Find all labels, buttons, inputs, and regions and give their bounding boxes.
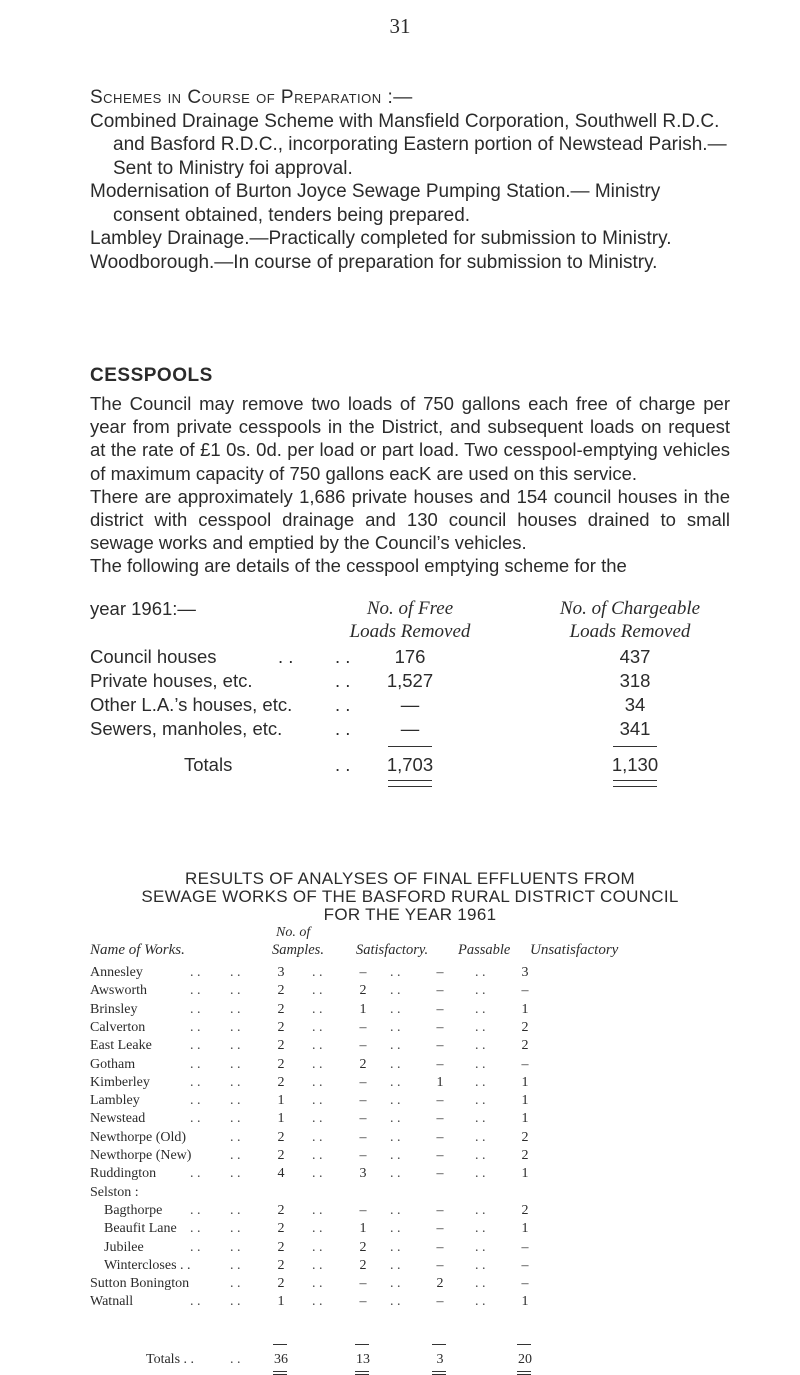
leader-dots: . . bbox=[390, 983, 401, 999]
leader-dots: . . bbox=[190, 965, 201, 980]
free-value: 176 bbox=[394, 646, 426, 667]
leader-dots: . . bbox=[475, 983, 486, 999]
row-label: Private houses, etc. bbox=[90, 670, 253, 691]
total-double-rule bbox=[517, 1371, 531, 1375]
leader-dots: . . bbox=[475, 1129, 486, 1145]
scheme-item: Modernisation of Burton Joyce Sewage Pumping Station.— Ministry consent obtained, tenders being prepared. bbox=[90, 181, 661, 226]
totals-samples: 36 bbox=[274, 1352, 288, 1367]
totals-passable: 3 bbox=[436, 1352, 444, 1367]
unsatisfactory-value: – bbox=[521, 1056, 529, 1072]
works-name: Beaufit Lane bbox=[104, 1221, 177, 1237]
leader-dots: . . bbox=[475, 1166, 486, 1182]
leader-dots: . . bbox=[230, 1074, 241, 1090]
works-name: Watnall bbox=[90, 1294, 134, 1310]
totals-label: Totals . . bbox=[146, 1352, 195, 1367]
leader-dots: . . bbox=[335, 694, 351, 715]
leader-dots: . . bbox=[230, 1257, 241, 1273]
passable-value: – bbox=[436, 1202, 444, 1218]
unsatisfactory-value: 1 bbox=[521, 1221, 529, 1237]
unsatisfactory-value: 2 bbox=[521, 1129, 529, 1145]
satisfactory-value: 2 bbox=[359, 1056, 367, 1072]
leader-dots: . . bbox=[475, 1294, 486, 1310]
leader-dots: . . bbox=[475, 1239, 486, 1255]
leader-dots: . . bbox=[390, 1111, 401, 1127]
leader-dots: . . bbox=[312, 1221, 323, 1237]
name-of-works-header: Name of Works. bbox=[90, 942, 185, 958]
leader-dots: . . bbox=[230, 1056, 241, 1072]
leader-dots: . . bbox=[390, 1093, 401, 1109]
unsatisfactory-value: – bbox=[521, 1257, 529, 1273]
unsatisfactory-value: 2 bbox=[521, 1148, 529, 1163]
leader-dots: . . bbox=[390, 1129, 401, 1145]
samples-value: 1 bbox=[277, 1294, 285, 1310]
leader-dots: . . bbox=[390, 1056, 401, 1072]
cesspools-paragraph-2: There are approximately 1,686 private houses and 154 council houses in the district with cesspool drainage and 130 council houses drained to small sewage works and emptied by the Council’s vehicles. bbox=[90, 486, 730, 554]
leader-dots: . . bbox=[278, 646, 294, 667]
total-double-rule bbox=[355, 1371, 369, 1375]
cesspools-heading: CESSPOOLS bbox=[90, 365, 213, 386]
subtotal-rule bbox=[388, 746, 432, 747]
leader-dots: . . bbox=[312, 1276, 323, 1292]
unsatisfactory-value: 1 bbox=[521, 1074, 529, 1090]
effluents-title-2: SEWAGE WORKS OF THE BASFORD RURAL DISTRICT COUNCIL bbox=[141, 887, 679, 906]
free-value: — bbox=[400, 694, 420, 715]
satisfactory-value: 1 bbox=[359, 1221, 367, 1237]
leader-dots: . . bbox=[390, 1202, 401, 1218]
leader-dots: . . bbox=[230, 1276, 241, 1292]
samples-value: 2 bbox=[277, 1019, 285, 1035]
passable-value: – bbox=[436, 965, 444, 980]
satisfactory-value: – bbox=[359, 1038, 367, 1054]
leader-dots: . . bbox=[230, 1111, 241, 1127]
leader-dots: . . bbox=[230, 1202, 241, 1218]
satisfactory-value: 2 bbox=[359, 1239, 367, 1255]
satisfactory-value: – bbox=[359, 965, 367, 980]
leader-dots: . . bbox=[190, 1074, 201, 1090]
satisfactory-value: – bbox=[359, 1074, 367, 1090]
chargeable-value: 341 bbox=[619, 718, 651, 739]
satisfactory-value: 2 bbox=[359, 1257, 367, 1273]
leader-dots: . . bbox=[312, 1001, 323, 1017]
passable-value: – bbox=[436, 1166, 444, 1182]
works-name: Newthorpe (New) bbox=[90, 1148, 192, 1163]
unsatisfactory-value: 1 bbox=[521, 1294, 529, 1310]
leader-dots: . . bbox=[312, 1148, 323, 1163]
table-row bbox=[90, 965, 730, 983]
table-row bbox=[90, 1166, 730, 1184]
leader-dots: . . bbox=[475, 1056, 486, 1072]
samples-header: Samples. bbox=[272, 942, 324, 958]
unsatisfactory-value: 3 bbox=[521, 965, 529, 980]
table-row bbox=[90, 1057, 730, 1075]
satisfactory-value: – bbox=[359, 1148, 367, 1163]
works-name: Ruddington bbox=[90, 1166, 157, 1182]
subtotal-rule bbox=[613, 746, 657, 747]
samples-value: 2 bbox=[277, 1074, 285, 1090]
samples-value: 2 bbox=[277, 1202, 285, 1218]
scheme-item: Lambley Drainage.—Practically completed for submission to Ministry. bbox=[90, 228, 672, 249]
leader-dots: . . bbox=[230, 1221, 241, 1237]
passable-value: 1 bbox=[436, 1074, 444, 1090]
table-row bbox=[90, 1130, 730, 1148]
leader-dots: . . bbox=[335, 754, 351, 775]
leader-dots: . . bbox=[475, 1148, 486, 1163]
unsatisfactory-value: 1 bbox=[521, 1111, 529, 1127]
table-row bbox=[90, 983, 730, 1001]
leader-dots: . . bbox=[390, 1001, 401, 1017]
chargeable-value: 318 bbox=[619, 670, 651, 691]
leader-dots: . . bbox=[190, 1294, 201, 1310]
leader-dots: . . bbox=[230, 1019, 241, 1035]
free-loads-header: No. of Free bbox=[366, 598, 454, 619]
leader-dots: . . bbox=[475, 1202, 486, 1218]
leader-dots: . . bbox=[390, 1294, 401, 1310]
works-name: East Leake bbox=[90, 1038, 152, 1054]
satisfactory-value: 1 bbox=[359, 1001, 367, 1017]
leader-dots: . . bbox=[390, 1257, 401, 1273]
leader-dots: . . bbox=[312, 1038, 323, 1054]
table-row bbox=[90, 670, 730, 694]
subtotal-rule bbox=[355, 1344, 369, 1345]
table-row bbox=[90, 1258, 730, 1276]
totals-label: Totals bbox=[184, 754, 233, 775]
passable-value: – bbox=[436, 1239, 444, 1255]
free-loads-header-2: Loads Removed bbox=[349, 621, 471, 642]
works-name: Gotham bbox=[90, 1056, 136, 1072]
passable-value: – bbox=[436, 1001, 444, 1017]
no-of-header: No. of bbox=[276, 925, 311, 940]
leader-dots: . . bbox=[312, 1074, 323, 1090]
total-double-rule bbox=[388, 780, 432, 787]
leader-dots: . . bbox=[312, 1239, 323, 1255]
satisfactory-value: 2 bbox=[359, 983, 367, 999]
works-name: Annesley bbox=[90, 965, 143, 980]
leader-dots: . . bbox=[230, 983, 241, 999]
free-value: 1,527 bbox=[386, 670, 434, 691]
leader-dots: . . bbox=[230, 1038, 241, 1054]
samples-value: 2 bbox=[277, 1001, 285, 1017]
table-row bbox=[90, 1276, 730, 1294]
works-name: Newthorpe (Old) bbox=[90, 1129, 187, 1145]
table-row bbox=[90, 1203, 730, 1221]
leader-dots: . . bbox=[312, 1294, 323, 1310]
unsatisfactory-value: – bbox=[521, 983, 529, 999]
table-row bbox=[90, 1240, 730, 1258]
leader-dots: . . bbox=[190, 1056, 201, 1072]
chargeable-value: 437 bbox=[619, 646, 651, 667]
satisfactory-value: 3 bbox=[359, 1166, 367, 1182]
chargeable-loads-header-2: Loads Removed bbox=[569, 621, 691, 642]
scheme-item: Combined Drainage Scheme with Mansfield Corporation, Southwell R.D.C. and Basford R.D.C., incorporating Eastern portion of Newstead Parish.—Sent to Ministry foi approval. bbox=[90, 110, 727, 179]
leader-dots: . . bbox=[230, 1166, 241, 1182]
samples-value: 2 bbox=[277, 1129, 285, 1145]
leader-dots: . . bbox=[390, 1276, 401, 1292]
totals-chargeable: 1,130 bbox=[611, 754, 659, 775]
row-label: Other L.A.’s houses, etc. bbox=[90, 694, 293, 715]
leader-dots: . . bbox=[475, 1019, 486, 1035]
chargeable-value: 34 bbox=[624, 694, 646, 715]
leader-dots: . . bbox=[190, 1093, 201, 1109]
table-row bbox=[90, 1075, 730, 1093]
satisfactory-header: Satisfactory. bbox=[356, 942, 429, 958]
leader-dots: . . bbox=[475, 1093, 486, 1109]
row-label: Council houses bbox=[90, 646, 217, 667]
unsatisfactory-value: – bbox=[521, 1239, 529, 1255]
subtotal-rule bbox=[517, 1344, 531, 1345]
scheme-item: Woodborough.—In course of preparation for submission to Ministry. bbox=[90, 251, 658, 273]
leader-dots: . . bbox=[475, 1276, 486, 1292]
free-value: — bbox=[400, 718, 420, 739]
row-label: Sewers, manholes, etc. bbox=[90, 718, 283, 739]
leader-dots: . . bbox=[230, 1239, 241, 1255]
subtotal-rule bbox=[273, 1344, 287, 1345]
works-name: Awsworth bbox=[90, 983, 148, 999]
table-row bbox=[90, 1038, 730, 1056]
samples-value: 2 bbox=[277, 1148, 285, 1163]
total-double-rule bbox=[613, 780, 657, 787]
samples-value: 4 bbox=[277, 1166, 285, 1182]
leader-dots: . . bbox=[190, 1202, 201, 1218]
passable-value: – bbox=[436, 1148, 444, 1163]
table-row bbox=[90, 1294, 730, 1312]
totals-unsatisfactory: 20 bbox=[518, 1352, 532, 1367]
unsatisfactory-value: – bbox=[521, 1276, 529, 1292]
chargeable-loads-header: No. of Chargeable bbox=[559, 598, 701, 619]
leader-dots: . . bbox=[312, 1129, 323, 1145]
unsatisfactory-value: 2 bbox=[521, 1019, 529, 1035]
leader-dots: . . bbox=[190, 1001, 201, 1017]
leader-dots: . . bbox=[190, 1239, 201, 1255]
totals-row bbox=[90, 1352, 730, 1370]
leader-dots: . . bbox=[312, 1093, 323, 1109]
leader-dots: . . bbox=[475, 1111, 486, 1127]
leader-dots: . . bbox=[312, 1111, 323, 1127]
samples-value: 1 bbox=[277, 1093, 285, 1109]
passable-header: Passable bbox=[458, 942, 511, 958]
leader-dots: . . bbox=[230, 1129, 241, 1145]
effluents-title-1: RESULTS OF ANALYSES OF FINAL EFFLUENTS FROM bbox=[185, 869, 635, 888]
leader-dots: . . bbox=[335, 718, 351, 739]
passable-value: – bbox=[436, 1038, 444, 1054]
samples-value: 2 bbox=[277, 1276, 285, 1292]
leader-dots: . . bbox=[335, 670, 351, 691]
leader-dots: . . bbox=[475, 1221, 486, 1237]
table-row bbox=[90, 1002, 730, 1020]
satisfactory-value: – bbox=[359, 1019, 367, 1035]
works-name: Jubilee bbox=[104, 1239, 144, 1255]
satisfactory-value: – bbox=[359, 1276, 367, 1292]
unsatisfactory-header: Unsatisfactory bbox=[530, 942, 619, 958]
works-name: Sutton Bonington bbox=[90, 1276, 190, 1292]
leader-dots: . . bbox=[475, 1038, 486, 1054]
leader-dots: . . bbox=[230, 1294, 241, 1310]
leader-dots: . . bbox=[190, 1221, 201, 1237]
passable-value: 2 bbox=[436, 1276, 444, 1292]
leader-dots: . . bbox=[475, 1074, 486, 1090]
total-double-rule bbox=[432, 1371, 446, 1375]
leader-dots: . . bbox=[312, 1056, 323, 1072]
leader-dots: . . bbox=[335, 646, 351, 667]
leader-dots: . . bbox=[312, 983, 323, 999]
unsatisfactory-value: 2 bbox=[521, 1038, 529, 1054]
samples-value: 2 bbox=[277, 983, 285, 999]
passable-value: – bbox=[436, 1093, 444, 1109]
satisfactory-value: – bbox=[359, 1294, 367, 1310]
year-label: year 1961:— bbox=[90, 598, 196, 619]
samples-value: 2 bbox=[277, 1221, 285, 1237]
totals-satisfactory: 13 bbox=[356, 1352, 370, 1367]
page-number: 31 bbox=[389, 14, 411, 38]
unsatisfactory-value: 1 bbox=[521, 1001, 529, 1017]
leader-dots: . . bbox=[390, 1221, 401, 1237]
samples-value: 2 bbox=[277, 1257, 285, 1273]
leader-dots: . . bbox=[312, 1202, 323, 1218]
table-row bbox=[90, 1221, 730, 1239]
table-row bbox=[90, 646, 730, 670]
works-name: Lambley bbox=[90, 1093, 140, 1109]
satisfactory-value: – bbox=[359, 1111, 367, 1127]
cesspools-paragraph-3: The following are details of the cesspool emptying scheme for the bbox=[90, 555, 627, 576]
passable-value: – bbox=[436, 1294, 444, 1310]
passable-value: – bbox=[436, 1129, 444, 1145]
leader-dots: . . bbox=[475, 1001, 486, 1017]
leader-dots: . . bbox=[230, 1093, 241, 1109]
leader-dots: . . bbox=[475, 965, 486, 980]
leader-dots: . . bbox=[190, 1166, 201, 1182]
table-row bbox=[90, 1093, 730, 1111]
unsatisfactory-value: 1 bbox=[521, 1093, 529, 1109]
leader-dots: . . bbox=[230, 1352, 241, 1367]
leader-dots: . . bbox=[190, 1111, 201, 1127]
table-row bbox=[90, 718, 730, 742]
totals-row bbox=[90, 754, 730, 778]
works-name: Newstead bbox=[90, 1111, 146, 1127]
works-name: Selston : bbox=[90, 1184, 139, 1200]
leader-dots: . . bbox=[390, 1239, 401, 1255]
works-name: Brinsley bbox=[90, 1001, 138, 1017]
schemes-heading: Schemes in Course of Preparation :— bbox=[90, 87, 413, 108]
leader-dots: . . bbox=[390, 1148, 401, 1163]
table-row bbox=[90, 1020, 730, 1038]
leader-dots: . . bbox=[230, 1001, 241, 1017]
schemes-section bbox=[90, 86, 730, 274]
table-row bbox=[90, 694, 730, 718]
table-row bbox=[90, 1111, 730, 1129]
unsatisfactory-value: 2 bbox=[521, 1202, 529, 1218]
leader-dots: . . bbox=[390, 965, 401, 980]
leader-dots: . . bbox=[190, 1038, 201, 1054]
passable-value: – bbox=[436, 1019, 444, 1035]
leader-dots: . . bbox=[230, 965, 241, 980]
works-name: Calverton bbox=[90, 1019, 146, 1035]
passable-value: – bbox=[436, 1111, 444, 1127]
leader-dots: . . bbox=[190, 983, 201, 999]
passable-value: – bbox=[436, 1257, 444, 1273]
works-name: Wintercloses . . bbox=[104, 1257, 191, 1273]
leader-dots: . . bbox=[390, 1166, 401, 1182]
unsatisfactory-value: 1 bbox=[521, 1166, 529, 1182]
leader-dots: . . bbox=[475, 1257, 486, 1273]
leader-dots: . . bbox=[390, 1038, 401, 1054]
satisfactory-value: – bbox=[359, 1093, 367, 1109]
satisfactory-value: – bbox=[359, 1202, 367, 1218]
samples-value: 2 bbox=[277, 1038, 285, 1054]
cesspools-paragraph-1: The Council may remove two loads of 750 gallons each free of charge per year from private cesspools in the District, and subsequent loads on request at the rate of £1 0s. 0d. per load or part load. Two cesspool-emptying vehicles of maximum capacity of 750 gallons eacK are used on this service. bbox=[90, 393, 730, 484]
leader-dots: . . bbox=[390, 1019, 401, 1035]
leader-dots: . . bbox=[312, 1166, 323, 1182]
works-name: Kimberley bbox=[90, 1074, 150, 1090]
leader-dots: . . bbox=[190, 1019, 201, 1035]
satisfactory-value: – bbox=[359, 1129, 367, 1145]
table-row bbox=[90, 1148, 730, 1166]
totals-free: 1,703 bbox=[386, 754, 434, 775]
subtotal-rule bbox=[432, 1344, 446, 1345]
works-name: Bagthorpe bbox=[104, 1202, 163, 1218]
effluents-title-3: FOR THE YEAR 1961 bbox=[323, 905, 497, 924]
leader-dots: . . bbox=[390, 1074, 401, 1090]
samples-value: 2 bbox=[277, 1239, 285, 1255]
samples-value: 2 bbox=[277, 1056, 285, 1072]
passable-value: – bbox=[436, 1221, 444, 1237]
leader-dots: . . bbox=[312, 1257, 323, 1273]
leader-dots: . . bbox=[312, 965, 323, 980]
passable-value: – bbox=[436, 983, 444, 999]
samples-value: 1 bbox=[277, 1111, 285, 1127]
table-row bbox=[90, 1185, 730, 1203]
leader-dots: . . bbox=[312, 1019, 323, 1035]
total-double-rule bbox=[273, 1371, 287, 1375]
passable-value: – bbox=[436, 1056, 444, 1072]
leader-dots: . . bbox=[230, 1148, 241, 1163]
samples-value: 3 bbox=[277, 965, 285, 980]
